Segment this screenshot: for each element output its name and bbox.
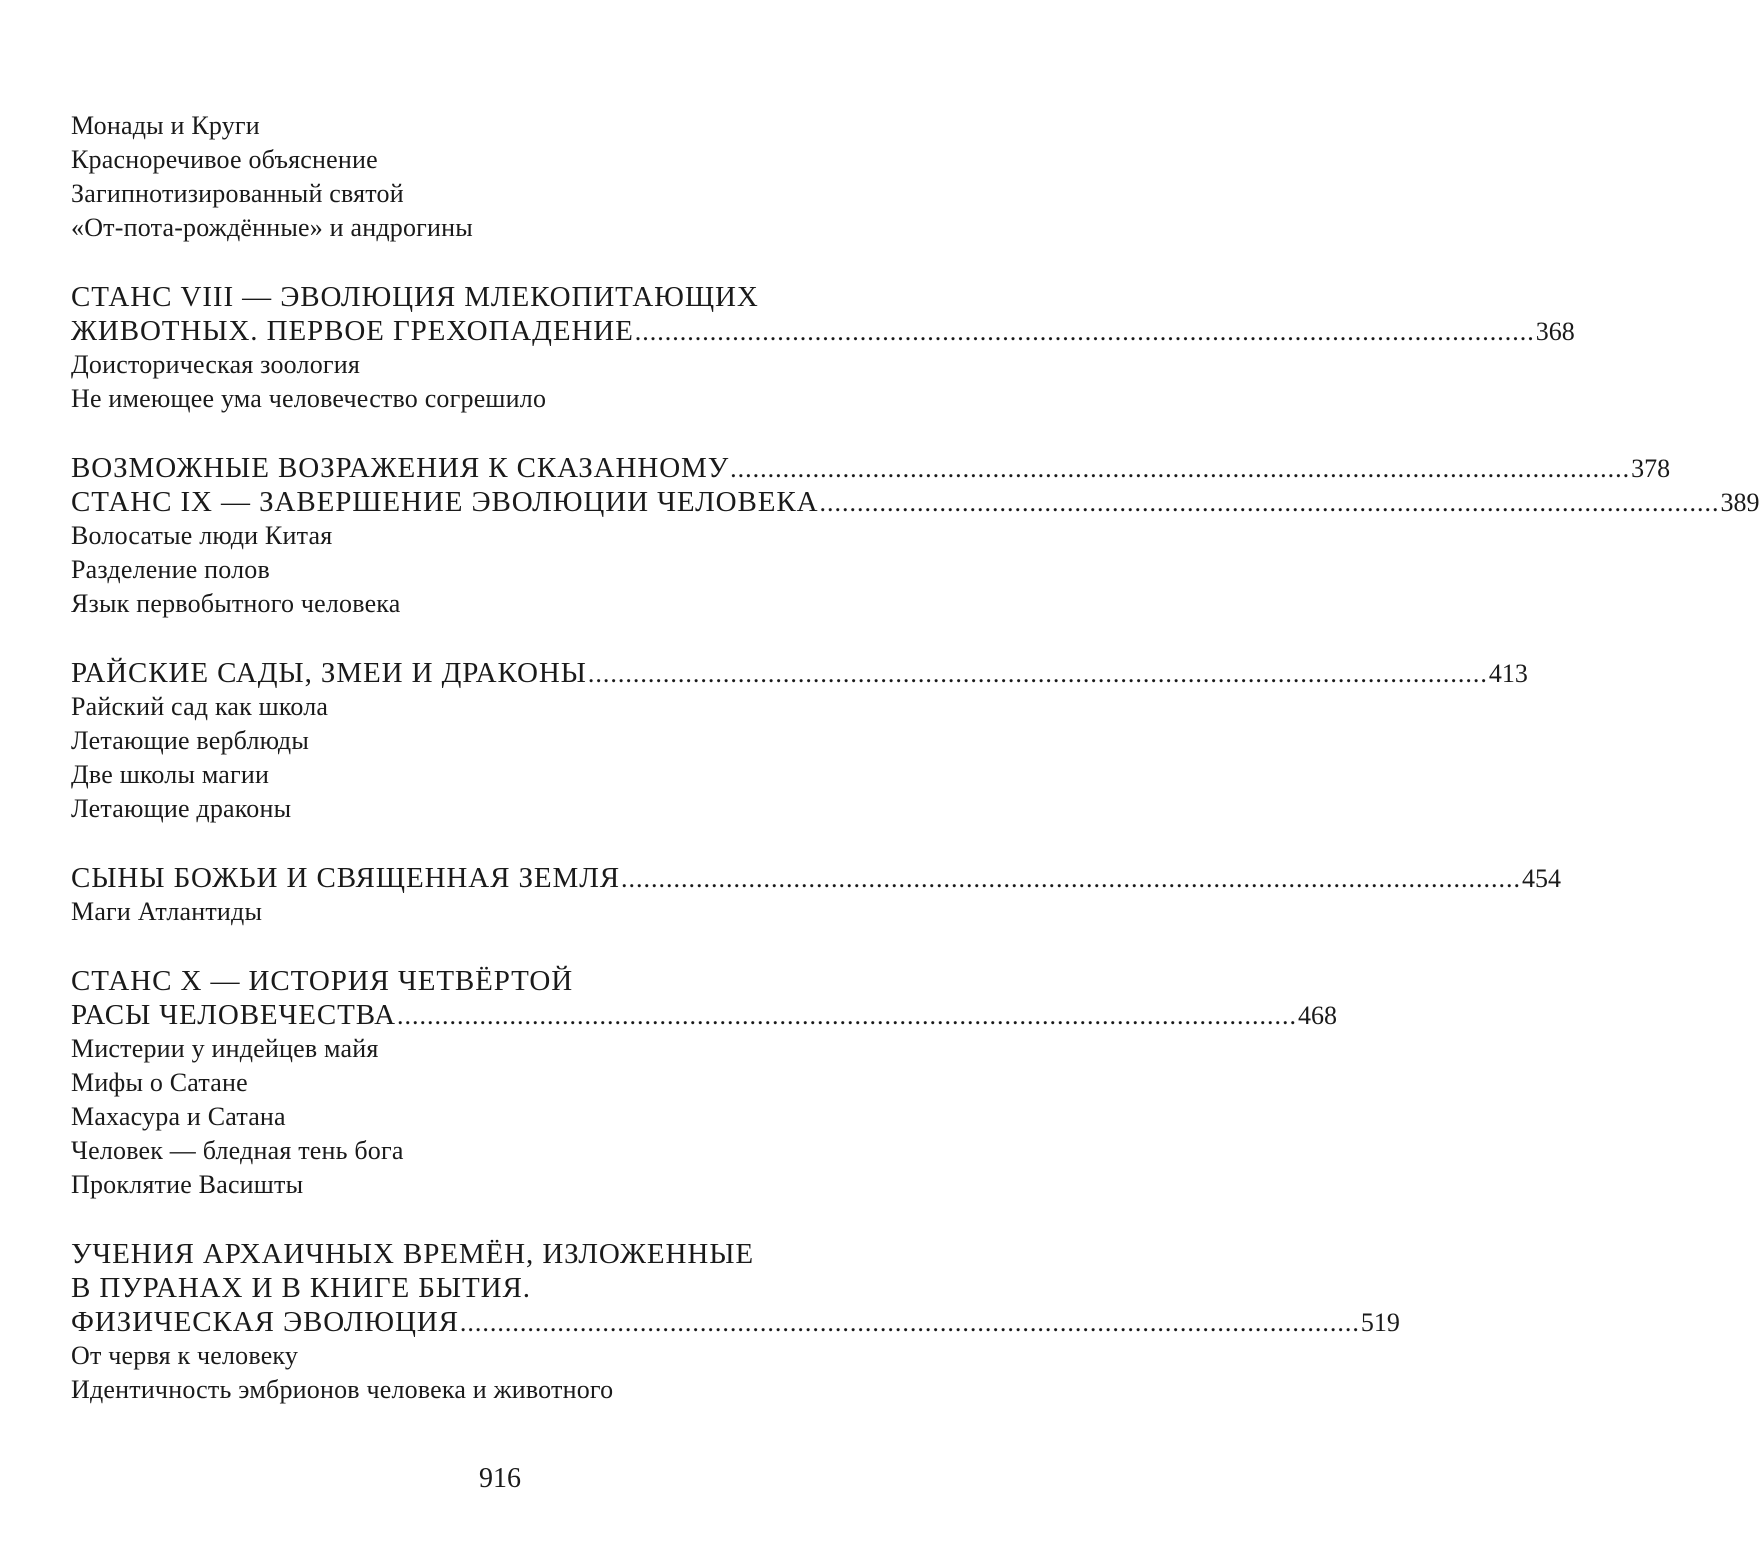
toc-item: Летающие верблюды [71, 726, 310, 755]
stanza-10-heading-line-2: РАСЫ ЧЕЛОВЕЧЕСТВА [71, 999, 397, 1031]
toc-item: Две школы магии [71, 760, 270, 789]
teachings-heading-line-3: ФИЗИЧЕСКАЯ ЭВОЛЮЦИЯ [71, 1306, 459, 1338]
toc-item: Доисторическая зоология [71, 350, 361, 379]
sons-heading-row [71, 861, 1562, 895]
toc-item: Красноречивое объяснение [71, 145, 378, 174]
page-number: 389 [1720, 488, 1759, 517]
page-number: 454 [1522, 864, 1562, 893]
teachings-heading-row [71, 1305, 1400, 1339]
stanza-10-heading-row [71, 998, 1338, 1032]
dot-leader: ........................................................................................................................ [587, 659, 1488, 688]
toc-item: Разделение полов [71, 555, 270, 584]
toc-item: Маги Атлантиды [71, 897, 263, 926]
toc-item: Язык первобытного человека [71, 589, 401, 618]
toc-item: Не имеющее ума человечество согрешило [71, 384, 547, 413]
page-folio: 916 [479, 1463, 521, 1494]
gardens-heading: РАЙСКИЕ САДЫ, ЗМЕИ И ДРАКОНЫ [71, 657, 587, 689]
objections-heading-row [71, 451, 1671, 485]
toc-item: Летающие драконы [71, 794, 292, 823]
dot-leader: ........................................................................................................................ [459, 1308, 1360, 1337]
stanza-8-heading-line-2: ЖИВОТНЫХ. ПЕРВОЕ ГРЕХОПАДЕНИЕ [71, 315, 634, 347]
toc-item: Монады и Круги [71, 111, 260, 140]
dot-leader: ........................................................................................................................ [730, 454, 1631, 483]
page-number: 468 [1298, 1001, 1338, 1030]
toc-item: Проклятие Васишты [71, 1170, 304, 1199]
stanza-9-heading: СТАНС IX — ЗАВЕРШЕНИЕ ЭВОЛЮЦИИ ЧЕЛОВЕКА [71, 486, 819, 518]
dot-leader: ........................................................................................................................ [397, 1001, 1298, 1030]
toc-item: Идентичность эмбрионов человека и животного [71, 1375, 614, 1404]
teachings-heading-line-2: В ПУРАНАХ И В КНИГЕ БЫТИЯ. [71, 1272, 531, 1304]
dot-leader: ........................................................................................................................ [621, 864, 1522, 893]
page-number: 378 [1631, 454, 1671, 483]
teachings-heading-line-1: УЧЕНИЯ АРХАИЧНЫХ ВРЕМЁН, ИЗЛОЖЕННЫЕ [71, 1238, 754, 1270]
toc-item: Райский сад как школа [71, 692, 329, 721]
dot-leader: ........................................................................................................................ [819, 488, 1720, 517]
stanza-9-heading-row [71, 485, 1759, 519]
stanza-8-heading-line-1: СТАНС VIII — ЭВОЛЮЦИЯ МЛЕКОПИТАЮЩИХ [71, 281, 759, 313]
stanza-10-heading-line-1: СТАНС X — ИСТОРИЯ ЧЕТВЁРТОЙ [71, 965, 574, 997]
dot-leader: ........................................................................................................................ [634, 317, 1535, 346]
toc-item: Человек — бледная тень бога [71, 1136, 404, 1165]
objections-heading: ВОЗМОЖНЫЕ ВОЗРАЖЕНИЯ К СКАЗАННОМУ [71, 452, 730, 484]
toc-item: Волосатые люди Китая [71, 521, 333, 550]
table-of-contents [71, 109, 1759, 1407]
gardens-heading-row [71, 656, 1528, 690]
page-number: 519 [1360, 1308, 1400, 1337]
sons-heading: СЫНЫ БОЖЬИ И СВЯЩЕННАЯ ЗЕМЛЯ [71, 862, 621, 894]
toc-item: Загипнотизированный святой [71, 179, 404, 208]
toc-item: От червя к человеку [71, 1341, 299, 1370]
toc-item: Мифы о Сатане [71, 1068, 248, 1097]
stanza-8-heading-row [71, 314, 1575, 348]
toc-item: Мистерии у индейцев майя [71, 1034, 379, 1063]
page-number: 413 [1488, 659, 1528, 688]
toc-item: «От-пота-рождённые» и андрогины [71, 213, 473, 242]
page-number: 368 [1535, 317, 1575, 346]
toc-item: Махасура и Сатана [71, 1102, 286, 1131]
